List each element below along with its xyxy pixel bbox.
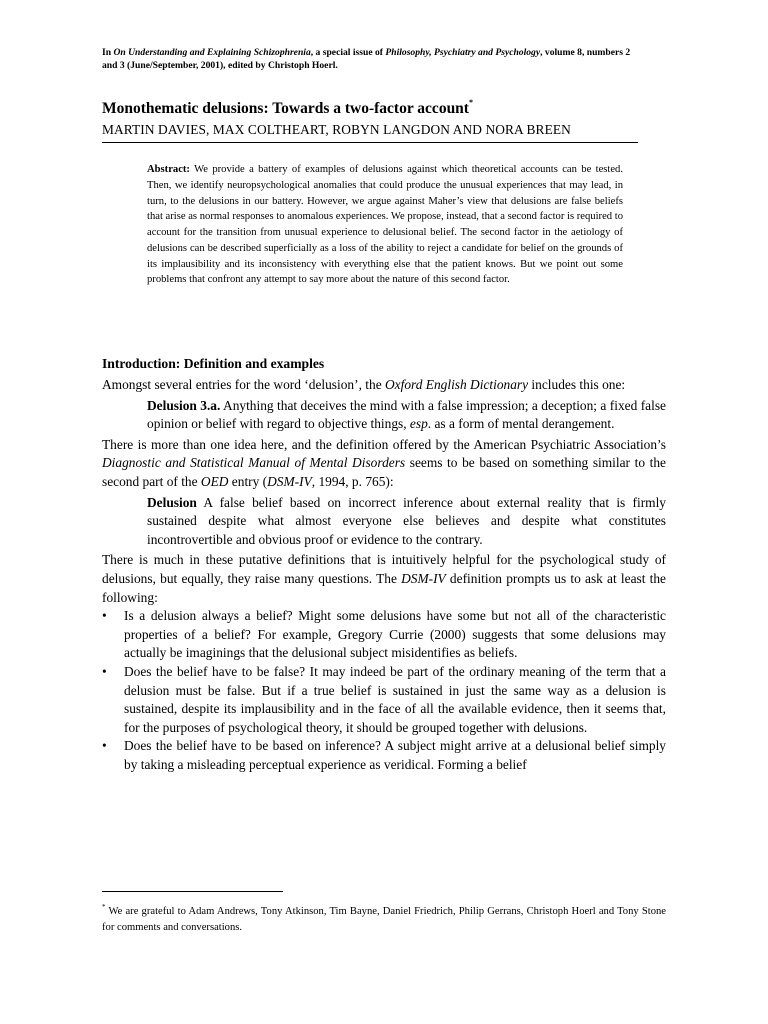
book-title: On Understanding and Explaining Schizophrenia: [113, 47, 311, 58]
abbreviation: esp: [409, 416, 428, 432]
paragraph: [102, 436, 666, 492]
quote-label: Delusion: [147, 494, 197, 510]
text-run: includes this one:: [528, 377, 626, 392]
text-run: A false belief based on incorrect inference about external reality that is firmly sustained despite what almost everyone else believes and despite what constitutes incontrovertible and obvious proof or evidence to the contrary.: [147, 494, 666, 547]
footnote: [102, 900, 666, 935]
quote-label: Delusion 3.a.: [147, 397, 221, 413]
text-run: There is much in these putative definitions that is intuitively helpful for the psychological study of delusions, but equally, they raise many questions. The: [102, 552, 666, 586]
text-run: . as a form of mental derangement.: [427, 416, 615, 432]
title-footnote-marker: *: [468, 98, 473, 107]
text-run: Amongst several entries for the word ‘delusion’, the: [102, 377, 385, 392]
paper-title-text: Monothematic delusions: Towards a two-factor account: [102, 100, 469, 117]
block-quote-oed: [147, 397, 666, 434]
abstract-text: We provide a battery of examples of delusions against which theoretical accounts can be tested. Then, we identify neuropsychological anomalies that could produce the unusual experiences that may lead, in turn, to the delusions in our battery. However, we argue against Maher’s view that delusions are false beliefs that arise as normal responses to anomalous experiences. We propose, instead, that a second factor is required to account for the transition from unusual experience to delusional belief. The second factor in the aetiology of delusions can be described superficially as a loss of the ability to reject a candidate for belief on the grounds of its implausibility and its inconsistency with everything else that the patient knows. But we point out some problems that confront any attempt to say more about the nature of this second factor.: [147, 164, 623, 286]
body-text: [102, 376, 666, 774]
list-item: [102, 663, 666, 737]
dsm-abbrev: DSM-IV: [401, 570, 446, 586]
list-item: [102, 607, 666, 663]
journal-title: Philosophy, Psychiatry and Psychology: [385, 47, 541, 58]
text-run: There is more than one idea here, and the definition offered by the American Psychiatric Association’s: [102, 436, 666, 452]
bullet-icon: •: [102, 608, 107, 624]
publication-note: [102, 47, 638, 72]
author-list: MARTIN DAVIES, MAX COLTHEART, ROBYN LANGDON AND NORA BREEN: [102, 122, 571, 137]
block-quote-dsm: [147, 494, 666, 550]
abstract: [147, 162, 623, 288]
text-run: seems to be based on something similar to the second part of the: [102, 455, 666, 489]
dsm-abbrev: DSM-IV: [267, 473, 312, 489]
abstract-label: Abstract:: [147, 164, 190, 175]
list-item-text: Does the belief have to be based on inference? A subject might arrive at a delusional belief simply by taking a misleading perceptual experience as veridical. Forming a belief: [124, 738, 666, 772]
footnote-divider: [102, 891, 283, 892]
paper-title: [102, 93, 638, 119]
text-run: Anything that deceives the mind with a false impression; a deception; a fixed false opinion or belief with regard to objective things,: [147, 397, 666, 432]
text-run: , 1994, p. 765):: [311, 473, 394, 489]
paragraph: [102, 551, 666, 607]
list-item: [102, 737, 666, 774]
manual-title: Diagnostic and Statistical Manual of Mental Disorders: [102, 455, 406, 471]
paragraph: [102, 376, 666, 395]
pubnote-suffix: , volume 8, numbers 2 and 3 (June/September, 2001), edited by Christoph Hoerl.: [102, 47, 631, 71]
footnote-text: We are grateful to Adam Andrews, Tony Atkinson, Tim Bayne, Daniel Friedrich, Philip Gerrans, Christoph Hoerl and Tony Stone for comments and conversations.: [102, 906, 666, 933]
text-run: entry (: [228, 473, 268, 489]
text-run: definition prompts us to ask at least the following:: [102, 570, 666, 605]
bullet-icon: •: [102, 738, 107, 754]
title-divider: [102, 142, 638, 143]
list-item-text: Does the belief have to be false? It may indeed be part of the ordinary meaning of the term that a delusion must be false. But if a true belief is sustained in just the same way as a delusion is sustained, despite its implausibility and in the face of all the available evidence, then it seems that, for the purposes of psychological theory, it should be grouped together with delusions.: [124, 663, 666, 735]
list-item-text: Is a delusion always a belief? Might some delusions have some but not all of the characteristic properties of a belief? For example, Gregory Currie (2000) suggests that some delusions may actually be imaginings that the delusional subject misidentifies as beliefs.: [124, 608, 666, 661]
oed-title: Oxford English Dictionary: [385, 377, 529, 392]
pubnote-prefix: In: [102, 47, 114, 58]
section-heading: Introduction: Definition and examples: [102, 356, 325, 371]
footnote-marker: *: [102, 903, 106, 911]
oed-abbrev: OED: [200, 473, 229, 489]
question-list: [102, 607, 666, 774]
pubnote-middle: , a special issue of: [310, 47, 386, 58]
bullet-icon: •: [102, 663, 107, 679]
